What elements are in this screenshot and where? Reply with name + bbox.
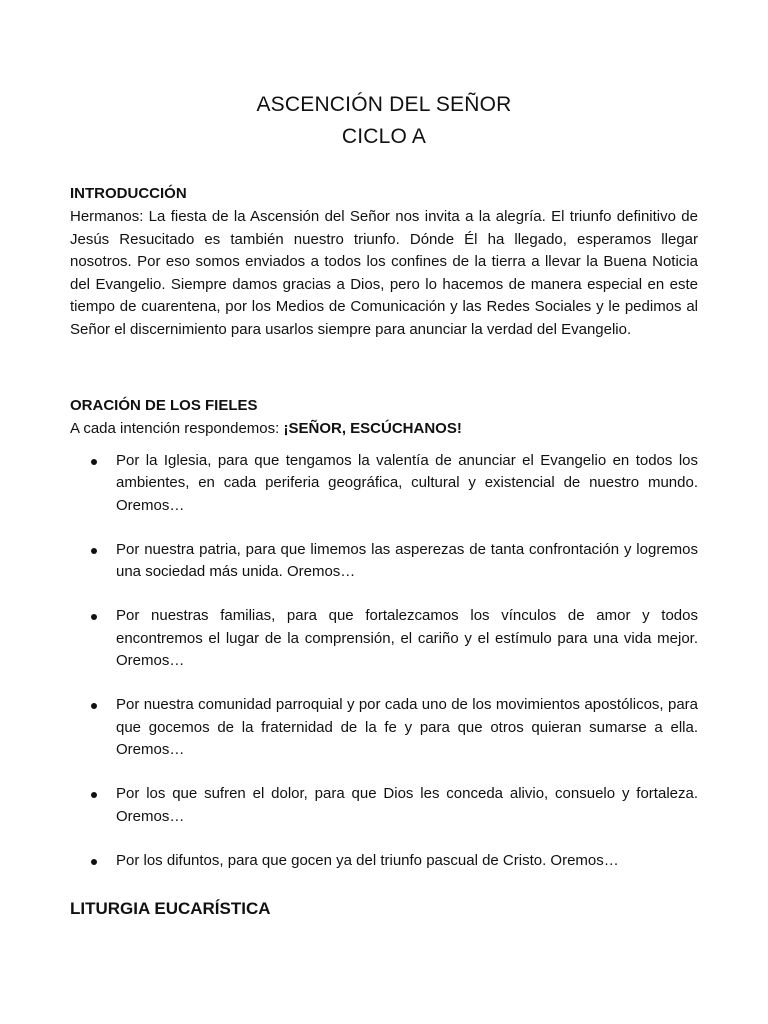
prayers-heading: ORACIÓN DE LOS FIELES — [70, 397, 258, 414]
list-item — [70, 783, 698, 828]
prayer-text: Por los difuntos, para que gocen ya del triunfo pascual de Cristo. Oremos… — [116, 851, 619, 869]
prayer-text: Por nuestras familias, para que fortalezcamos los vínculos de amor y todos encontremos el lugar de la comprensión, el cariño y el estímulo para una vida mejor. Oremos… — [116, 607, 698, 670]
bullet-icon — [91, 703, 97, 709]
prayer-text: Por nuestra patria, para que limemos las asperezas de tanta confrontación y logremos una sociedad más unida. Oremos… — [116, 540, 698, 581]
response-prefix: A cada intención respondemos: — [70, 420, 284, 437]
prayer-text: Por la Iglesia, para que tengamos la valentía de anunciar el Evangelio en todos los ambientes, en cada periferia geográfica, cultural y existencial de nuestro mundo. Oremos… — [116, 452, 698, 514]
prayer-text: Por los que sufren el dolor, para que Dios les conceda alivio, consuelo y fortaleza. Oremos… — [116, 785, 698, 825]
intro-paragraph: Hermanos: La fiesta de la Ascensión del Señor nos invita a la alegría. El triunfo definitivo de Jesús Resucitado es también nuestro triunfo. Dónde Él ha llegado, esperamos llegar nosotros. Por eso somos enviados a todos los confines de la tierra a llevar la Buena Noticia del Evangelio. Siempre damos gracias a Dios, pero lo hacemos de manera especial en este tiempo de cuarentena, por los Medios de Comunicación y las Redes Sociales y le pedimos al Señor el discernimiento para usarlos siempre para anunciar la verdad del Evangelio. — [70, 208, 698, 338]
list-item — [70, 605, 698, 672]
bullet-icon — [91, 792, 97, 798]
bullet-icon — [91, 548, 97, 554]
document-title: ASCENCIÓN DEL SEÑOR — [256, 93, 512, 116]
document-subtitle: CICLO A — [341, 125, 427, 148]
list-item — [70, 450, 698, 517]
prayer-list — [70, 450, 698, 894]
prayer-text: Por nuestra comunidad parroquial y por cada uno de los movimientos apostólicos, para que gocemos de la fraternidad de la fe y para que otros quieran sumarse a ella. Oremos… — [116, 696, 698, 758]
list-item — [70, 850, 698, 872]
response-line — [70, 418, 462, 440]
bullet-icon — [91, 614, 97, 620]
intro-heading: INTRODUCCIÓN — [70, 185, 187, 202]
bullet-icon — [91, 459, 97, 465]
response-phrase: ¡SEÑOR, ESCÚCHANOS! — [283, 420, 462, 437]
bullet-icon — [91, 859, 97, 865]
list-item — [70, 694, 698, 761]
list-item — [70, 539, 698, 584]
liturgy-heading: LITURGIA EUCARÍSTICA — [70, 899, 271, 918]
